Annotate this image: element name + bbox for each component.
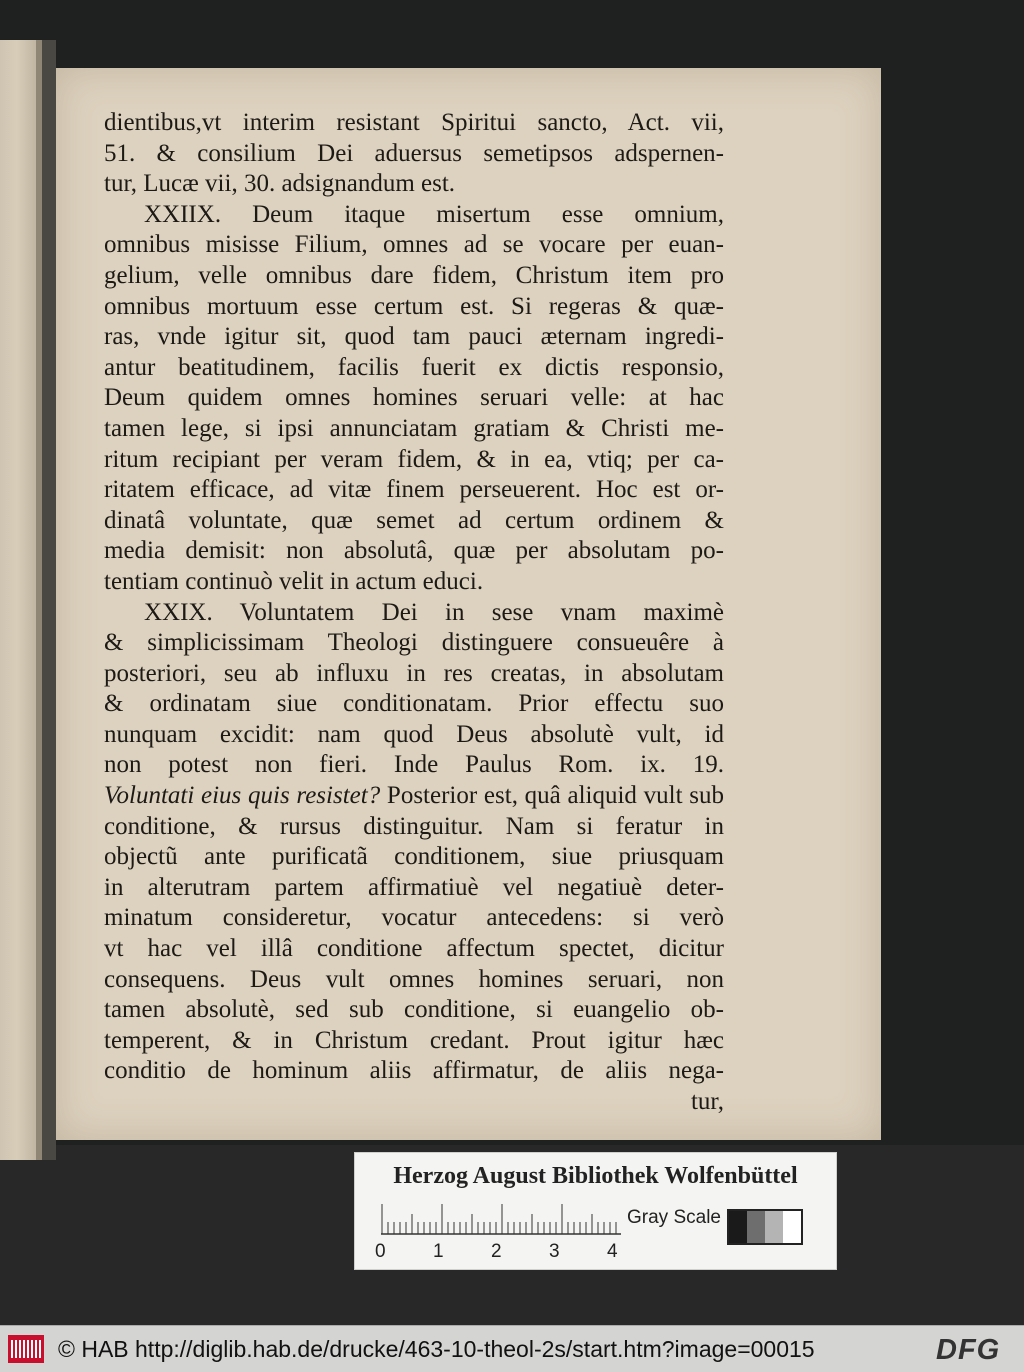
text-line: consequens. Deus vult omnes homines seruari, non — [104, 965, 724, 993]
text-line: gelium, velle omnibus dare fidem, Christum item pro — [104, 261, 724, 289]
ruler-number: 4 — [607, 1241, 618, 1262]
dfg-logo: DFG — [936, 1334, 1001, 1366]
text-line: omnibus misisse Filium, omnes ad se vocare per euan- — [104, 231, 724, 259]
gray-swatch — [765, 1211, 783, 1243]
text-line: tamen absolutè, sed sub conditione, si euangelio ob- — [104, 996, 724, 1024]
ruler-numbers — [373, 1241, 633, 1261]
gray-swatch — [747, 1211, 765, 1243]
gray-swatch — [729, 1211, 747, 1243]
text-line: ritatem efficace, ad vitæ finem perseuerent. Hoc est or- — [104, 476, 724, 504]
text-line: & ordinatam siue conditionatam. Prior effectu suo — [104, 690, 724, 718]
text-line: tamen lege, si ipsi annunciatam gratiam & Christi me- — [104, 414, 724, 442]
footer-bar — [0, 1325, 1024, 1372]
text-line: dinatâ voluntate, quæ semet ad certum ordinem & — [104, 506, 724, 534]
text-line: omnibus mortuum esse certum est. Si regeras & quæ- — [104, 292, 724, 320]
hab-logo-icon — [8, 1335, 44, 1363]
italic-quotation: Voluntati eius quis resistet? — [104, 782, 381, 810]
text-line: non potest non fieri. Inde Paulus Rom. ix. 19. — [104, 751, 724, 779]
text-line: nunquam excidit: nam quod Deus absolutè vult, id — [104, 720, 724, 748]
text-line: media demisit: non absolutâ, quæ per absolutam po- — [104, 537, 724, 565]
text-line: & simplicissimam Theologi distinguere consueuêre à — [104, 629, 724, 657]
library-name: Herzog August Bibliothek Wolfenbüttel — [393, 1163, 798, 1189]
text-line: tentiam continuò velit in actum educi. — [104, 567, 484, 595]
text-line: 51. & consilium Dei aduersus semetipsos adspernen- — [104, 139, 724, 167]
ruler-number: 3 — [549, 1241, 560, 1262]
ruler-number: 1 — [433, 1241, 444, 1262]
copyright-url[interactable]: © HAB http://diglib.hab.de/drucke/463-10-theol-2s/start.htm?image=00015 — [58, 1336, 815, 1362]
text-line: posteriori, seu ab influxu in res creatas, in absolutam — [104, 659, 724, 687]
text-line: conditione, & rursus distinguitur. Nam si feratur in — [104, 812, 724, 840]
text-line: Voluntati eius quis resistet? Posterior est, quâ aliquid vult sub — [104, 782, 724, 810]
text-line: dientibus,vt interim resistant Spiritui sancto, Act. vii, — [104, 109, 724, 136]
page-text-block — [104, 108, 724, 1118]
section-heading-line: XXIIX. Deum itaque misertum esse omnium, — [144, 200, 724, 228]
ruler-number: 0 — [375, 1241, 386, 1262]
gray-scale-label: Gray Scale — [627, 1207, 721, 1228]
binding-gap — [42, 40, 56, 1160]
ruler-number: 2 — [491, 1241, 502, 1262]
text-line: minatum consideretur, vocatur antecedens: si verò — [104, 904, 724, 932]
gray-swatch — [783, 1211, 801, 1243]
gray-scale-swatches — [727, 1209, 803, 1245]
text-line: conditio de hominum aliis affirmatur, de aliis nega- — [104, 1057, 724, 1085]
library-color-label — [354, 1152, 837, 1270]
text-line: temperent, & in Christum credant. Prout igitur hæc — [104, 1026, 724, 1054]
text-line: ras, vnde igitur sit, quod tam pauci æternam ingredi- — [104, 323, 724, 351]
text-line: vt hac vel illâ conditione affectum spectet, dicitur — [104, 935, 724, 963]
text-line: tur, Lucæ vii, 30. adsignandum est. — [104, 170, 456, 198]
catchword: tur, — [690, 1088, 724, 1115]
text-line: antur beatitudinem, facilis fuerit ex dictis responsio, — [104, 353, 724, 381]
text-line: in alterutram partem affirmatiuè vel negatiuè deter- — [104, 873, 724, 901]
text-line: Deum quidem omnes homines seruari velle: at hac — [104, 384, 724, 412]
section-heading-line: XXIX. Voluntatem Dei in sese vnam maximè — [144, 598, 724, 626]
book-page — [56, 68, 881, 1140]
text-line: objectũ ante purificatã conditionem, siue priusquam — [104, 843, 724, 871]
text-line: ritum recipiant per veram fidem, & in ea, vtiq; per ca- — [104, 445, 724, 473]
ruler-scale — [381, 1203, 621, 1235]
